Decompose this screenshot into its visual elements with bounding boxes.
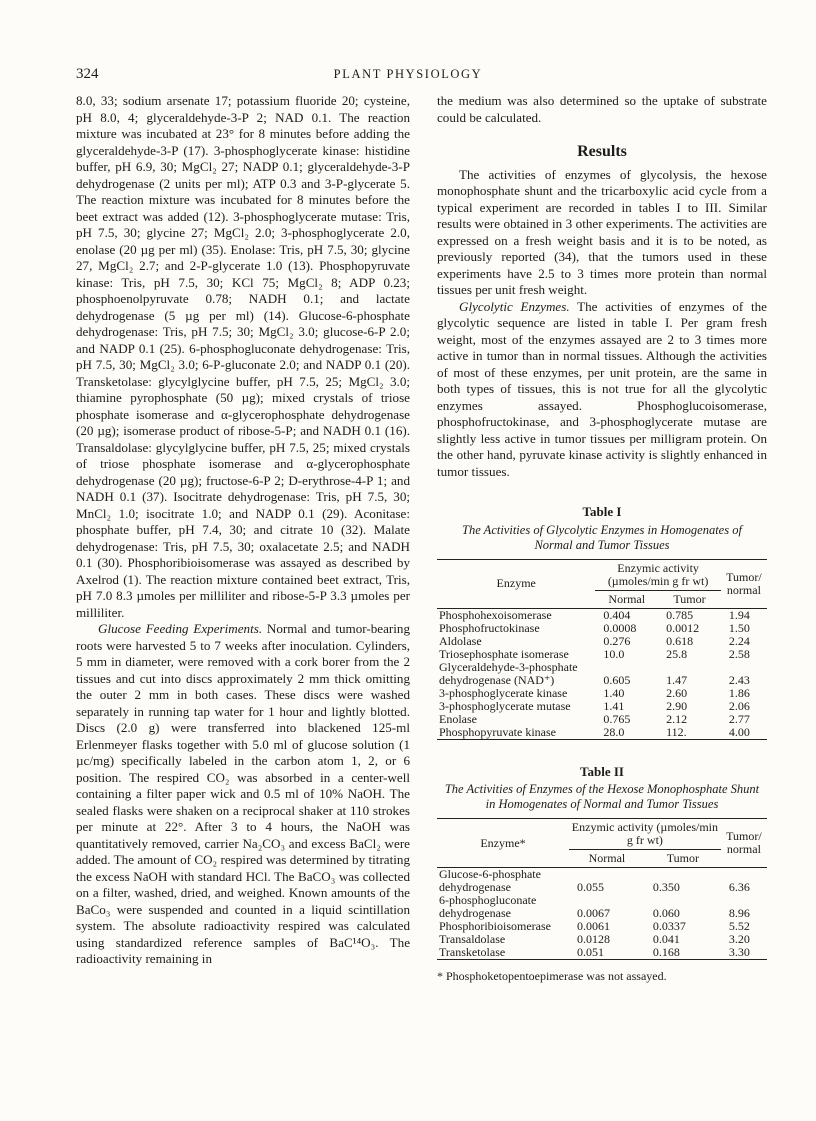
table2-col-ratio: Tumor/ normal xyxy=(726,829,762,856)
ratio-cell: 2.58 xyxy=(728,646,750,661)
normal-cell: 1.40 xyxy=(603,685,625,700)
enzyme-cell: Glucose-6-phosphate dehydrogenase xyxy=(439,867,541,894)
glycolytic-paragraph xyxy=(437,299,767,481)
normal-cell: 0.765 xyxy=(603,711,631,726)
tumor-cell: 0.618 xyxy=(666,633,694,648)
tumor-cell: 1.47 xyxy=(666,672,688,687)
table-row xyxy=(437,661,767,687)
table-row xyxy=(437,622,767,635)
table-row xyxy=(437,608,767,622)
tumor-cell: 0.041 xyxy=(652,932,680,946)
tumor-cell: 0.060 xyxy=(652,906,680,920)
tumor-cell: 0.350 xyxy=(652,880,680,894)
glycolytic-text: The activities of enzymes of the glycolytic sequence are listed in table I. Per gram fresh weight, most of the enzymes assayed are 2 to 3 times more active in tumor than in normal tissues. Although the activities of most of these enzymes, per unit protein, are the same in both types of tissues, this is not true for all the glycolytic enzymes assayed. Phosphoglucoisomerase, phosphofructokinase, and 3-phosphoglycerate mutase are slightly less active in tumor tissues per milligram protein. On the other hand, pyruvate kinase activity is slightly enhanced in tumor tissues. xyxy=(437,298,767,479)
page-header xyxy=(76,66,740,86)
table1-col-enzyme: Enzyme xyxy=(496,576,536,590)
tumor-cell: 25.8 xyxy=(666,646,688,661)
ratio-cell: 2.43 xyxy=(728,672,750,687)
enzyme-cell: Phosphopyruvate kinase xyxy=(439,724,556,739)
table-row xyxy=(437,648,767,661)
ratio-cell: 4.00 xyxy=(728,724,750,739)
table-row xyxy=(437,868,767,895)
normal-cell: 0.051 xyxy=(577,945,604,959)
tumor-cell: 2.60 xyxy=(666,685,688,700)
table2-col-tumor: Tumor xyxy=(666,851,699,865)
ratio-cell: 3.20 xyxy=(728,932,750,946)
tumor-cell: 2.12 xyxy=(666,711,688,726)
ratio-cell: 2.77 xyxy=(728,711,750,726)
normal-cell: 10.0 xyxy=(603,646,625,661)
table1-label: Table I xyxy=(582,504,622,519)
tumor-cell: 2.90 xyxy=(666,698,688,713)
table2 xyxy=(437,818,767,960)
table1-col-normal: Normal xyxy=(608,591,646,606)
table-row xyxy=(437,713,767,726)
table1-col-ratio: Tumor/ normal xyxy=(726,569,762,597)
ratio-cell: 3.30 xyxy=(728,945,750,959)
tumor-cell: 0.0337 xyxy=(652,919,686,933)
tumor-cell: 0.0012 xyxy=(666,620,700,635)
enzyme-cell: 3-phosphoglycerate kinase xyxy=(439,685,568,700)
ratio-cell: 2.24 xyxy=(728,633,750,648)
normal-cell: 0.0128 xyxy=(577,932,610,946)
normal-cell: 0.0061 xyxy=(577,919,610,933)
enzyme-cell: Enolase xyxy=(439,711,477,726)
normal-cell: 0.0008 xyxy=(603,620,637,635)
normal-cell: 0.055 xyxy=(577,880,604,894)
glucose-feeding-heading: Glucose Feeding Experiments. xyxy=(98,621,263,636)
enzyme-cell: 6-phosphogluconate dehydrogenase xyxy=(439,893,537,920)
ratio-cell: 8.96 xyxy=(728,906,750,920)
table2-footnote: * Phosphoketopentoepimerase was not assayed. xyxy=(437,969,667,983)
ratio-cell: 5.52 xyxy=(728,919,750,933)
table2-col-normal: Normal xyxy=(588,851,626,865)
enzyme-cell: Phosphofructokinase xyxy=(439,620,540,635)
table2-caption: The Activities of Enzymes of the Hexose Monophosphate Shunt in Homogenates of Normal and Tumor Tissues xyxy=(444,782,760,811)
table-row xyxy=(437,687,767,700)
enzyme-cell: Transaldolase xyxy=(439,932,506,946)
table1 xyxy=(437,559,767,740)
tumor-cell: 0.785 xyxy=(666,607,694,622)
table2-label: Table II xyxy=(580,763,624,779)
table-row xyxy=(437,726,767,740)
right-column xyxy=(437,93,767,985)
enzyme-cell: Transketolase xyxy=(439,945,506,959)
enzyme-cell: 3-phosphoglycerate mutase xyxy=(439,698,571,713)
enzyme-cell: Phosphoribioisomerase xyxy=(439,919,551,933)
ratio-cell: 2.06 xyxy=(728,698,750,713)
glycolytic-heading: Glycolytic Enzymes. xyxy=(459,298,570,314)
glucose-feeding-text: Normal and tumor-bearing roots were harvested 5 to 7 weeks after inoculation. Cylinders, 5 mm in diameter, were removed with a cork borer from the 2 tissues and cut into discs approximately 2 mm thick omitting the outer 2 mm in both cases. These discs were washed separately in running tap water for 1 hour and lightly blotted. Discs (2.0 g) were transferred into blackened 125-ml Erlenmeyer flasks together with 5.0 ml of glucose solution (1 µc/mg) specifically labeled in the carbon atom 1, 2, or 6 position. The respired CO₂ was absorbed in a center-well containing a filter paper wick and 0.5 ml of 10% NaOH. The sealed flasks were shaken on a reciprocal shaker at 110 strokes per minute at 22°. After 3 to 4 hours, the NaOH was quantitatively removed, carrier Na₂CO₃ and excess BaCl₂ were added. The amount of CO₂ respired was determined by titrating the excess NaOH with standard HCl. The BaCO₃ was collected on a filter, washed, dried, and weighed. Known amounts of the BaCo₃ were suspended and counted in a liquid scintillation system. The absolute radioactivity respired was calculated using standardized reference samples of BaC¹⁴O₃. The radioactivity remaining in xyxy=(76,621,411,966)
table-row xyxy=(437,635,767,648)
table-row xyxy=(437,700,767,713)
methods-paragraph: 8.0, 33; sodium arsenate 17; potassium fluoride 20; cysteine, pH 8.0, 4; glyceraldehyde-3-P 2; NAD 0.1. The reaction mixture was incubated at 23° for 8 minutes before adding the glyceraldehyde-3-P (17). 3-phosphoglycerate kinase: histidine buffer, pH 6.9, 30; MgCl₂ 27; NADP 0.1; glyceraldehyde-3-P dehydrogenase (2 units per ml); ATP 0.3 and 3-P-glycerate 5. The reaction mixture was incubated for 8 minutes before the beet extract was added (12). 3-phosphoglycerate mutase: Tris, pH 7.5, 30; glycine 27; MgCl₂ 2.0; 3-phosphoglycerate 2.0, enolase (20 µg per ml) (35). Enolase: Tris, pH 7.5, 30; glycine 27, MgCl₂ 2.7; and 2-P-glycerate 1.0 (13). Phosphopyruvate kinase: Tris, pH 7.5, 30; KCl 75; MgCl₂ 8; ADP 0.23; phosphoenolpyruvate 0.78; NADH 0.1; and lactate dehydrogenase (5 µg per ml) (14). Glucose-6-phosphate dehydrogenase: Tris, pH 7.5; 30; MgCl₂ 3.0; glucose-6-P 2.0; and NADP 0.1 (25). 6-phosphogluconate dehydrogenase: Tris, pH 7.5, 30; MgCl₂ 3.0; 6-P-gluconate 2.0; and NADP 0.1 (20). Transketolase: glycylglycine buffer, pH 7.5, 25; MgCl₂ 3.0; thiamine pyrophosphate (50 µg); mixed crystals of triose phosphate isomerase and α-glycerophosphate dehydrogenase (20 µg); isomerase product of ribose-5-P; and NADH 0.1 (16). Transaldolase: glycylglycine buffer, pH 7.5, 25; mixed crystals of triose phosphate isomerase and α-glycerophosphate dehydrogenase (20 µg); fructose-6-P 2; D-erythrose-4-P 1; and NADH 0.1 (37). Isocitrate dehydrogenase: Tris, pH 7.5, 30; MnCl₂ 1.0; isocitrate 1.0; and NADP 0.1 (29). Aconitase: phosphate buffer, pH 7.4, 30; and citrate 10 (32). Malate dehydrogenase: Tris, pH 7.5, 30; oxalacetate 2.5; and NADH 0.1 (30). Phosphoribioisomerase was assayed as described by Axelrod (1). The reaction mixture contained beet extract, Tris, pH 7.0 8.3 µmoles per milliliter and ribose-5-P 3.3 µmoles per milliliter. xyxy=(76,93,410,620)
table1-col-tumor: Tumor xyxy=(673,591,706,606)
enzyme-cell: Aldolase xyxy=(439,633,482,648)
enzyme-cell: Triosephosphate isomerase xyxy=(439,646,569,661)
ratio-cell: 6.36 xyxy=(728,880,750,894)
glucose-feeding-paragraph xyxy=(76,621,410,968)
table1-caption: The Activities of Glycolytic Enzymes in Homogenates of Normal and Tumor Tissues xyxy=(462,522,742,552)
enzyme-cell: Phosphohexoisomerase xyxy=(439,607,552,622)
normal-cell: 1.41 xyxy=(603,698,625,713)
ratio-cell: 1.50 xyxy=(728,620,750,635)
ratio-cell: 1.94 xyxy=(728,607,750,622)
enzyme-cell: Glyceraldehyde-3-phosphate dehydrogenase (NAD⁺) xyxy=(439,659,578,687)
left-column xyxy=(76,93,410,968)
table1-col-activity: Enzymic activity (µmoles/min g fr wt) xyxy=(595,559,720,590)
results-paragraph: The activities of enzymes of glycolysis, the hexose monophosphate shunt and the tricarboxylic acid cycle from a typical experiment are recorded in tables I to III. Similar results were obtained in 3 other experiments. The activities are expressed on a fresh weight basis and it is to be noted, as previously reported (34), that the tumors used in these experiments have 2.5 to 3 times more protein than normal tissues per unit fresh weight. xyxy=(437,166,767,297)
table-row xyxy=(437,894,767,920)
continuation-paragraph: the medium was also determined so the uptake of substrate could be calculated. xyxy=(437,93,767,125)
tumor-cell: 0.168 xyxy=(652,945,680,959)
table2-col-enzyme: Enzyme* xyxy=(480,835,526,850)
ratio-cell: 1.86 xyxy=(728,685,750,700)
table2-col-activity: Enzymic activity (µmoles/min g fr wt) xyxy=(569,819,721,850)
normal-cell: 0.404 xyxy=(603,607,631,622)
table-row xyxy=(437,946,767,960)
normal-cell: 0.276 xyxy=(603,633,631,648)
tumor-cell: 112. xyxy=(666,724,687,739)
results-heading: Results xyxy=(577,143,627,160)
normal-cell: 0.605 xyxy=(603,672,631,687)
page-number: 324 xyxy=(76,66,99,82)
running-head: PLANT PHYSIOLOGY xyxy=(333,67,483,81)
normal-cell: 28.0 xyxy=(603,724,625,739)
normal-cell: 0.0067 xyxy=(577,906,610,920)
